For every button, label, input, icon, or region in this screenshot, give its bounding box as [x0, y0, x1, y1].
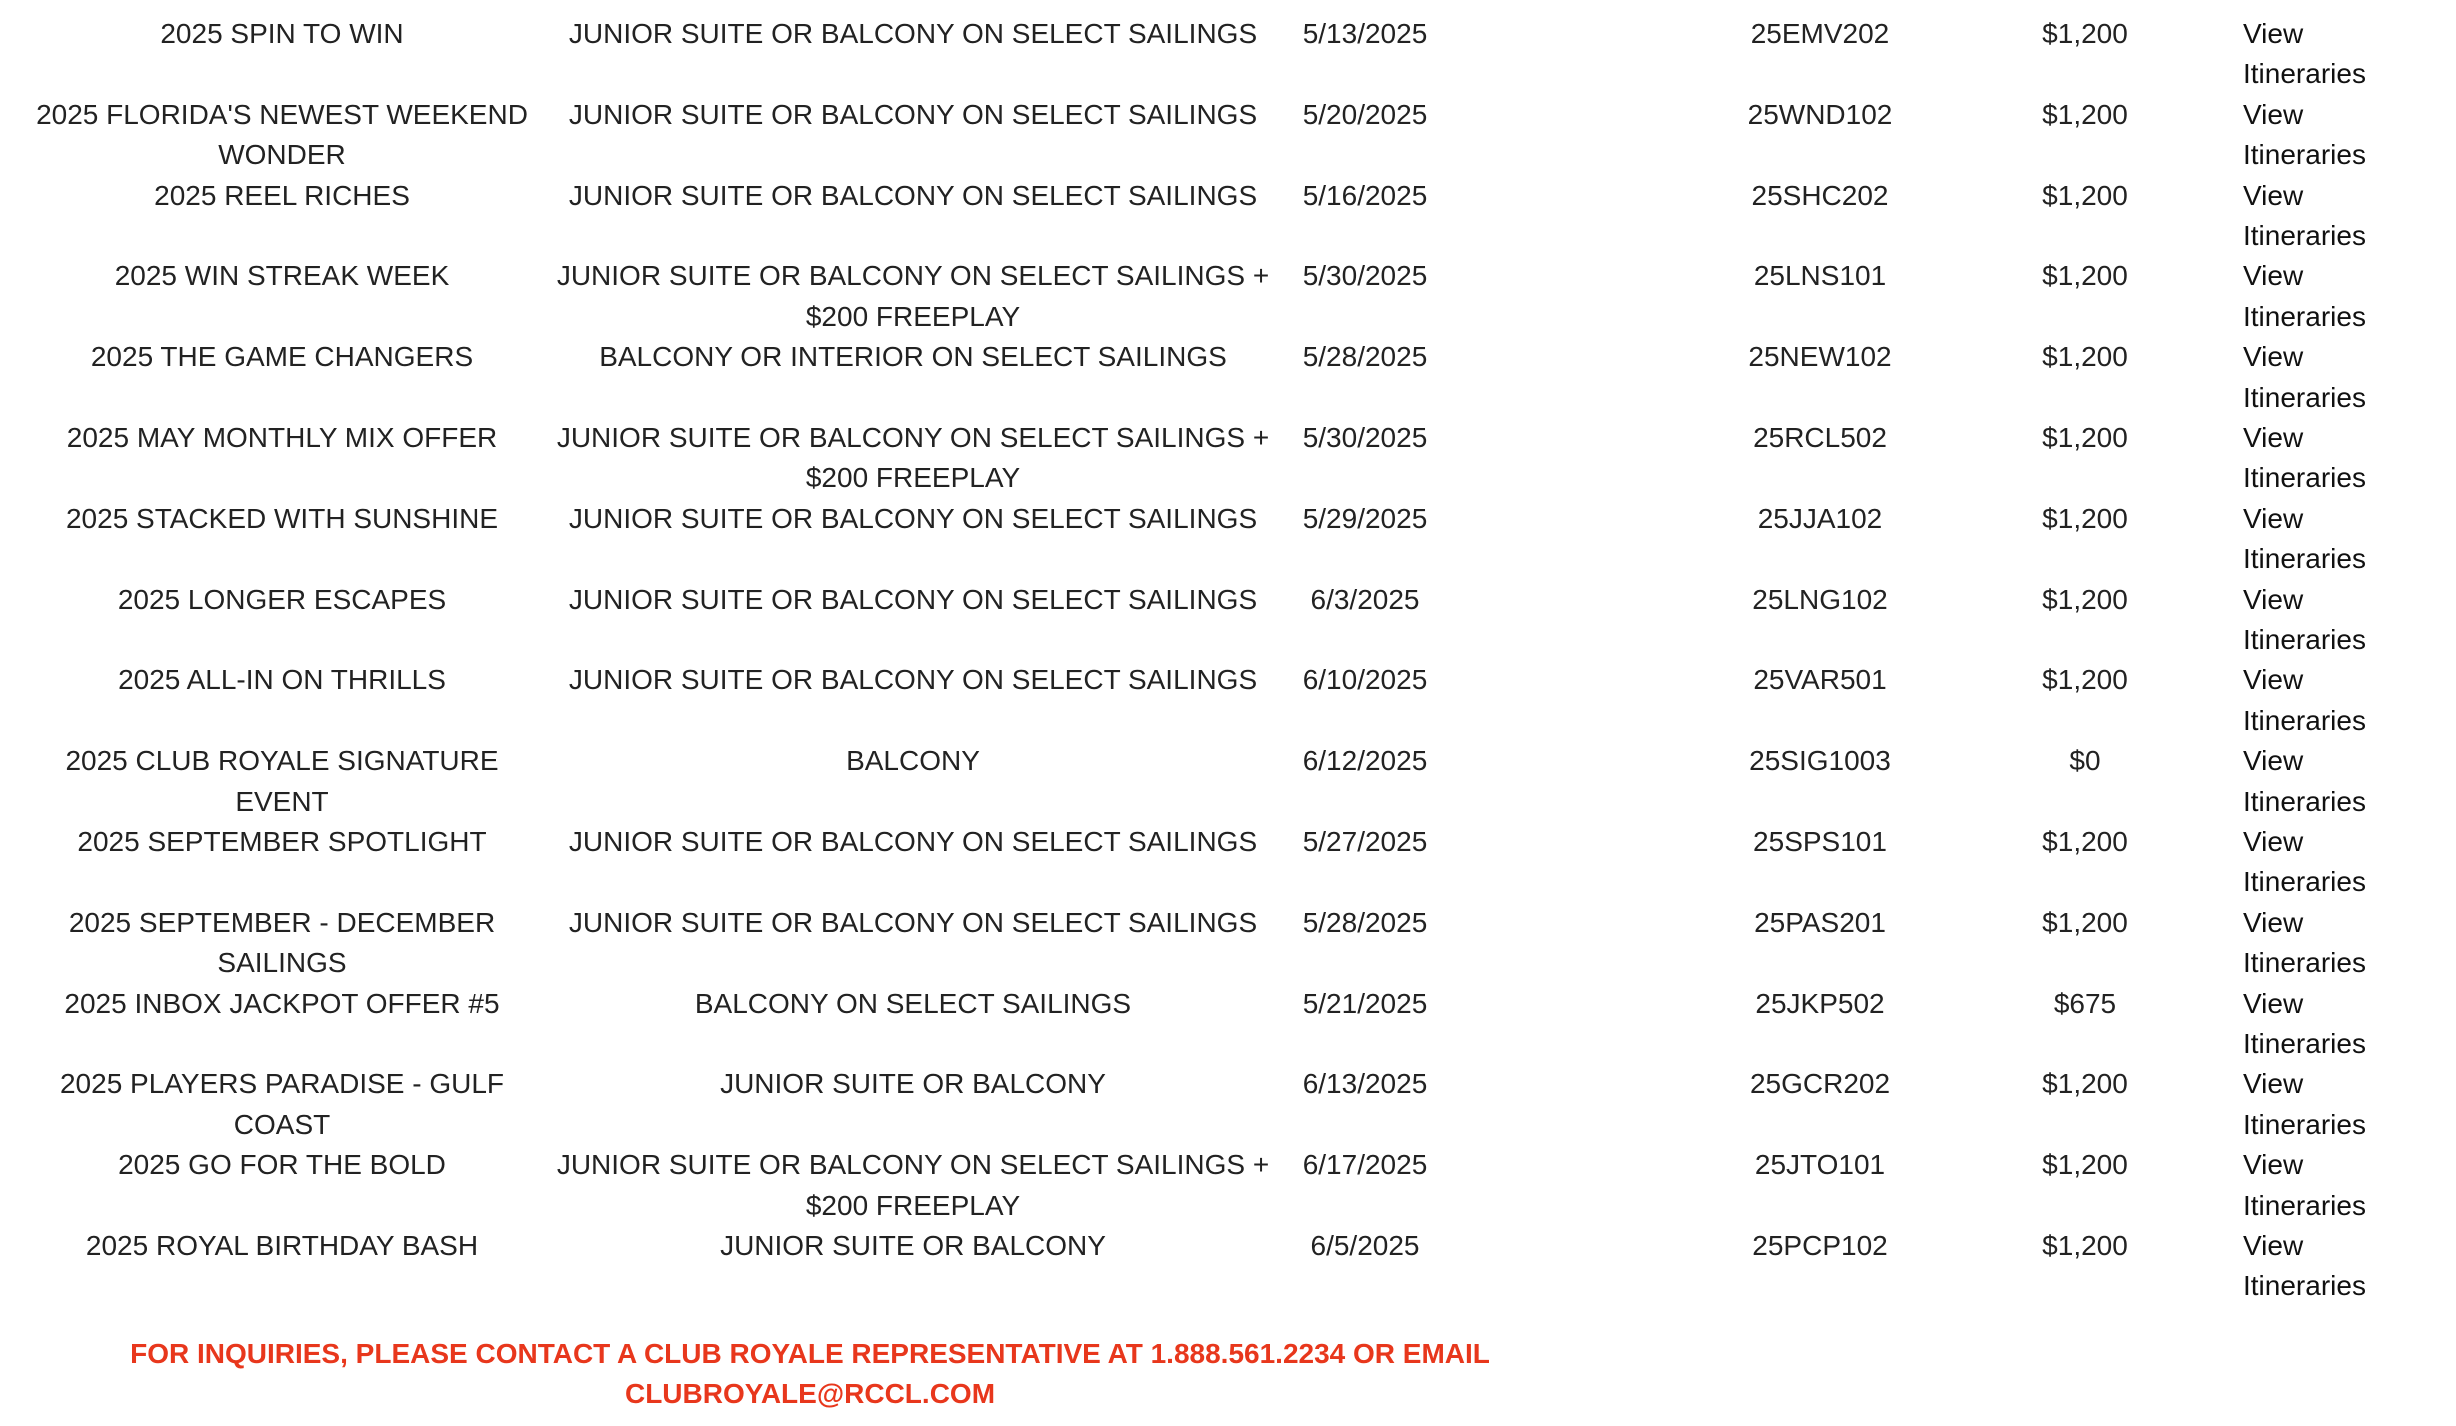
offer-room-type: JUNIOR SUITE OR BALCONY ON SELECT SAILINGS — [568, 906, 1258, 938]
table-row — [0, 1064, 2456, 1145]
offer-code: 25LNS101 — [1753, 260, 1887, 292]
offer-name: 2025 WIN STREAK WEEK — [114, 260, 450, 292]
offer-name: 2025 FLORIDA'S NEWEST WEEKEND WONDER — [36, 98, 528, 171]
offer-value: $1,200 — [2042, 260, 2128, 292]
offer-expiry-date: 6/12/2025 — [1302, 745, 1428, 777]
view-itineraries-link[interactable]: View Itineraries — [2243, 664, 2366, 736]
offer-value: $1,200 — [2042, 1149, 2128, 1181]
table-row — [0, 660, 2456, 741]
offer-name: 2025 PLAYERS PARADISE - GULF COAST — [59, 1068, 505, 1140]
table-row — [0, 984, 2456, 1065]
offer-expiry-date: 5/21/2025 — [1302, 987, 1428, 1019]
offer-expiry-date: 6/13/2025 — [1302, 1068, 1428, 1100]
offers-table — [0, 14, 2456, 1307]
offer-name: 2025 MAY MONTHLY MIX OFFER — [66, 421, 498, 453]
offer-expiry-date: 5/28/2025 — [1302, 341, 1428, 373]
view-itineraries-link[interactable]: View Itineraries — [2243, 179, 2366, 251]
offer-room-type: JUNIOR SUITE OR BALCONY ON SELECT SAILINGS — [568, 98, 1258, 130]
offer-name: 2025 SEPTEMBER SPOTLIGHT — [77, 825, 487, 857]
offer-expiry-date: 6/5/2025 — [1310, 1229, 1420, 1261]
offer-name: 2025 REEL RICHES — [154, 179, 410, 211]
offer-name: 2025 ALL-IN ON THRILLS — [118, 664, 446, 696]
view-itineraries-link[interactable]: View Itineraries — [2243, 260, 2366, 332]
offer-expiry-date: 5/20/2025 — [1302, 98, 1428, 130]
offer-name: 2025 ROYAL BIRTHDAY BASH — [85, 1229, 479, 1261]
offer-code: 25GCR202 — [1749, 1068, 1891, 1100]
view-itineraries-link[interactable]: View Itineraries — [2243, 421, 2366, 494]
view-itineraries-link[interactable]: View Itineraries — [2243, 825, 2366, 898]
offer-room-type: JUNIOR SUITE OR BALCONY ON SELECT SAILINGS — [568, 664, 1258, 696]
offer-code: 25JTO101 — [1754, 1149, 1886, 1181]
offer-code: 25JKP502 — [1755, 987, 1885, 1019]
table-row — [0, 499, 2456, 580]
offer-value: $1,200 — [2042, 18, 2128, 49]
table-row — [0, 418, 2456, 499]
offer-room-type: BALCONY ON SELECT SAILINGS — [694, 987, 1132, 1019]
offer-name: 2025 LONGER ESCAPES — [117, 583, 447, 615]
offer-room-type: BALCONY OR INTERIOR ON SELECT SAILINGS — [599, 341, 1227, 373]
offer-code: 25SIG1003 — [1749, 745, 1891, 777]
offer-expiry-date: 5/13/2025 — [1302, 18, 1428, 49]
offer-value: $1,200 — [2042, 825, 2128, 857]
table-row — [0, 256, 2456, 337]
view-itineraries-link[interactable]: View Itineraries — [2243, 502, 2366, 575]
offer-expiry-date: 5/16/2025 — [1302, 179, 1428, 211]
offer-name: 2025 CLUB ROYALE SIGNATURE EVENT — [65, 745, 499, 817]
offer-code: 25SHC202 — [1751, 179, 1889, 211]
offer-expiry-date: 6/10/2025 — [1302, 664, 1428, 696]
view-itineraries-link[interactable]: View Itineraries — [2243, 1229, 2366, 1302]
offer-code: 25NEW102 — [1748, 341, 1892, 373]
offer-room-type: JUNIOR SUITE OR BALCONY ON SELECT SAILINGS — [568, 18, 1258, 49]
offer-value: $1,200 — [2042, 421, 2128, 453]
offer-expiry-date: 6/3/2025 — [1310, 583, 1420, 615]
view-itineraries-link[interactable]: View Itineraries — [2243, 341, 2366, 413]
offer-code: 25WND102 — [1747, 98, 1893, 130]
offer-value: $1,200 — [2042, 664, 2128, 696]
offer-name: 2025 THE GAME CHANGERS — [90, 341, 474, 373]
offer-code: 25EMV202 — [1750, 18, 1890, 49]
view-itineraries-link[interactable]: View Itineraries — [2243, 583, 2366, 655]
offer-name: 2025 STACKED WITH SUNSHINE — [65, 502, 499, 534]
offer-expiry-date: 5/30/2025 — [1302, 260, 1428, 292]
offer-name: 2025 SPIN TO WIN — [160, 18, 404, 49]
offer-value: $1,200 — [2042, 179, 2128, 211]
table-row — [0, 741, 2456, 822]
offer-expiry-date: 5/27/2025 — [1302, 825, 1428, 857]
offer-room-type: BALCONY — [846, 745, 980, 777]
offer-room-type: JUNIOR SUITE OR BALCONY ON SELECT SAILINGS + $200 FREEPLAY — [556, 421, 1270, 494]
table-row — [0, 1226, 2456, 1307]
table-row — [0, 1145, 2456, 1226]
offer-room-type: JUNIOR SUITE OR BALCONY — [720, 1229, 1106, 1261]
offer-code: 25RCL502 — [1753, 421, 1887, 453]
offer-expiry-date: 6/17/2025 — [1302, 1149, 1428, 1181]
view-itineraries-link[interactable]: View Itineraries — [2243, 745, 2366, 817]
table-row — [0, 95, 2456, 176]
offer-code: 25PAS201 — [1754, 906, 1886, 938]
offer-code: 25LNG102 — [1752, 583, 1888, 615]
view-itineraries-link[interactable]: View Itineraries — [2243, 18, 2366, 90]
offer-value: $1,200 — [2042, 1068, 2128, 1100]
table-row — [0, 337, 2456, 418]
offer-name: 2025 INBOX JACKPOT OFFER #5 — [64, 987, 500, 1019]
table-row — [0, 903, 2456, 984]
offer-value: $1,200 — [2042, 1229, 2128, 1261]
offer-value: $1,200 — [2042, 583, 2128, 615]
view-itineraries-link[interactable]: View Itineraries — [2243, 98, 2366, 171]
offer-value: $675 — [2053, 987, 2117, 1019]
offer-expiry-date: 5/28/2025 — [1302, 906, 1428, 938]
offer-code: 25JJA102 — [1757, 502, 1883, 534]
table-row — [0, 14, 2456, 95]
offer-expiry-date: 5/30/2025 — [1302, 421, 1428, 453]
offer-room-type: JUNIOR SUITE OR BALCONY — [720, 1068, 1106, 1100]
offer-code: 25VAR501 — [1753, 664, 1887, 696]
offer-value: $0 — [2069, 745, 2101, 777]
view-itineraries-link[interactable]: View Itineraries — [2243, 1149, 2366, 1221]
view-itineraries-link[interactable]: View Itineraries — [2243, 987, 2366, 1059]
view-itineraries-link[interactable]: View Itineraries — [2243, 906, 2366, 979]
table-row — [0, 176, 2456, 257]
table-row — [0, 580, 2456, 661]
view-itineraries-link[interactable]: View Itineraries — [2243, 1068, 2366, 1140]
offer-code: 25PCP102 — [1752, 1229, 1888, 1261]
offer-name: 2025 SEPTEMBER - DECEMBER SAILINGS — [68, 906, 496, 979]
offer-room-type: JUNIOR SUITE OR BALCONY ON SELECT SAILINGS — [568, 825, 1258, 857]
offer-room-type: JUNIOR SUITE OR BALCONY ON SELECT SAILINGS + $200 FREEPLAY — [556, 260, 1270, 332]
offer-name: 2025 GO FOR THE BOLD — [118, 1149, 446, 1181]
offer-room-type: JUNIOR SUITE OR BALCONY ON SELECT SAILINGS — [568, 583, 1258, 615]
offer-value: $1,200 — [2042, 906, 2128, 938]
offer-room-type: JUNIOR SUITE OR BALCONY ON SELECT SAILINGS — [568, 179, 1258, 211]
offer-value: $1,200 — [2042, 502, 2128, 534]
offer-room-type: JUNIOR SUITE OR BALCONY ON SELECT SAILINGS — [568, 502, 1258, 534]
offer-room-type: JUNIOR SUITE OR BALCONY ON SELECT SAILINGS + $200 FREEPLAY — [556, 1149, 1270, 1221]
offer-value: $1,200 — [2042, 341, 2128, 373]
offer-code: 25SPS101 — [1753, 825, 1887, 857]
offer-value: $1,200 — [2042, 98, 2128, 130]
offer-expiry-date: 5/29/2025 — [1302, 502, 1428, 534]
table-row — [0, 822, 2456, 903]
contact-note: FOR INQUIRIES, PLEASE CONTACT A CLUB ROYALE REPRESENTATIVE AT 1.888.561.2234 OR EMAIL CLUBROYALE@RCCL.COM — [130, 1338, 1490, 1409]
